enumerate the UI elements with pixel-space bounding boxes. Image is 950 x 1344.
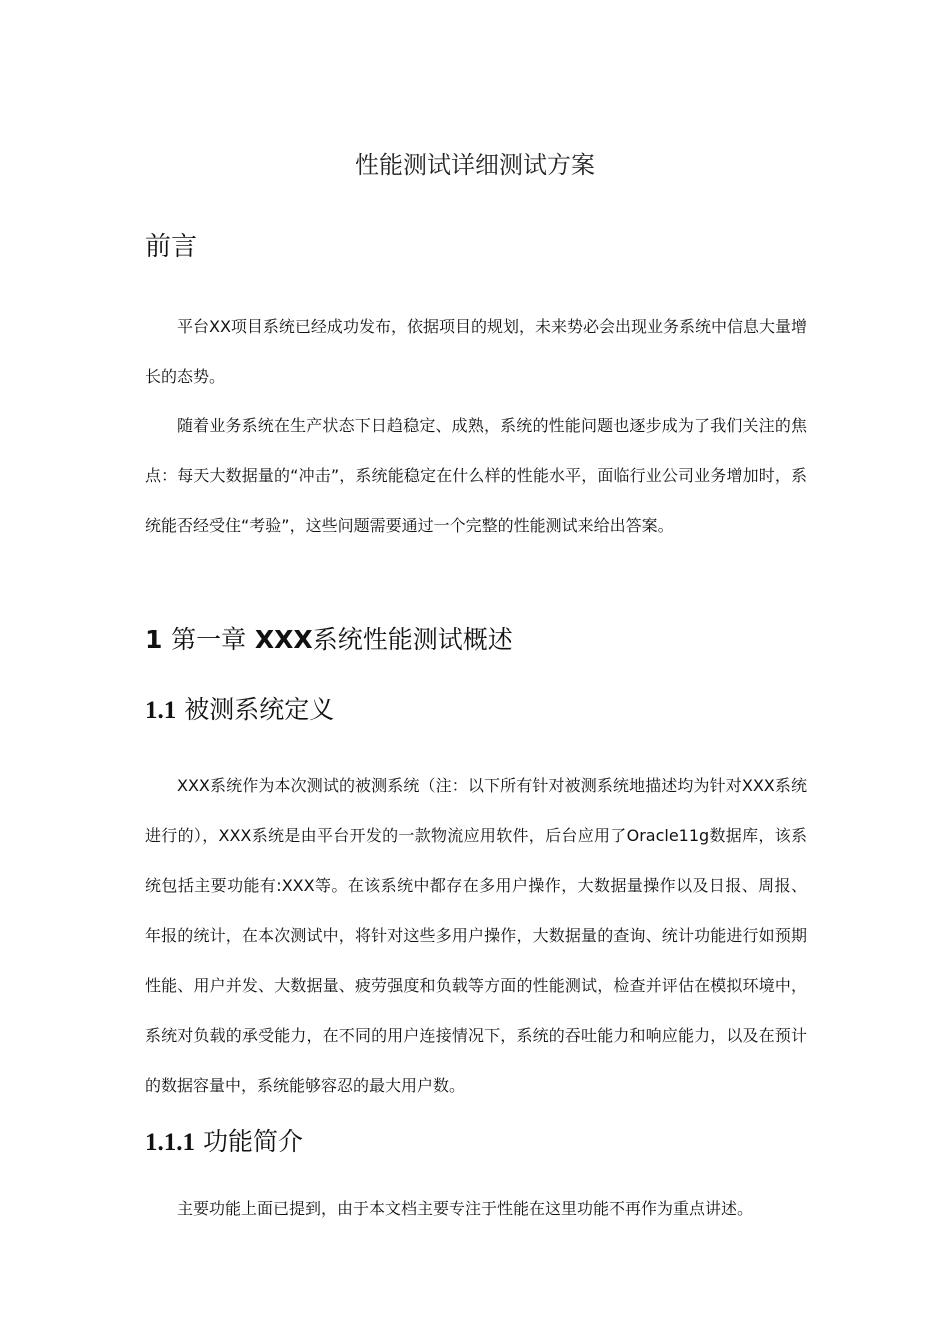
chapter-1-heading <box>145 621 513 659</box>
subsection-title: 功能简介 <box>202 1127 303 1156</box>
preface-heading: 前言 <box>145 232 198 262</box>
chapter-prefix: 第一章 <box>171 625 247 654</box>
chapter-number: 1 <box>145 625 163 654</box>
section-1-1-1-paragraph: 主要功能上面已提到，由于本文档主要专注于性能在这里功能不再作为重点讲述。 <box>177 1199 754 1218</box>
section-1-1-paragraph: XXX系统作为本次测试的被测系统（注：以下所有针对被测系统地描述均为针对XXX系统进行的），XXX系统是由平台开发的一款物流应用软件，后台应用了Oracle11g数据库，该系统包括主要功能有:XXX等。在该系统中都存在多用户操作，大数据量操作以及日报、周报、年报的统计，在本次测试中，将针对这些多用户操作，大数据量的查询、统计功能进行如预期性能、用户并发、大数据量、疲劳强度和负载等方面的性能测试，检查并评估在模拟环境中，系统对负载的承受能力，在不同的用户连接情况下，系统的吞吐能力和响应能力，以及在预计的数据容量中，系统能够容忍的最大用户数。 <box>145 776 807 1095</box>
preface-paragraph-2: 随着业务系统在生产状态下日趋稳定、成熟，系统的性能问题也逐步成为了我们关注的焦点：每天大数据量的“冲击”，系统能稳定在什么样的性能水平，面临行业公司业务增加时，系统能否经受住“考验”，这些问题需要通过一个完整的性能测试来给出答案。 <box>145 416 807 535</box>
section-1-1-heading <box>145 692 334 729</box>
preface-paragraph-1: 平台XX项目系统已经成功发布，依据项目的规划，未来势必会出现业务系统中信息大量增长的态势。 <box>145 317 807 386</box>
section-number: 1.1 <box>145 697 177 724</box>
chapter-title: 系统性能测试概述 <box>312 625 513 654</box>
subsection-number: 1.1.1 <box>145 1129 195 1156</box>
document-title: 性能测试详细测试方案 <box>355 151 595 179</box>
section-title: 被测系统定义 <box>184 695 335 724</box>
chapter-system-name: XXX <box>254 625 313 654</box>
section-1-1-1-heading <box>145 1124 303 1161</box>
